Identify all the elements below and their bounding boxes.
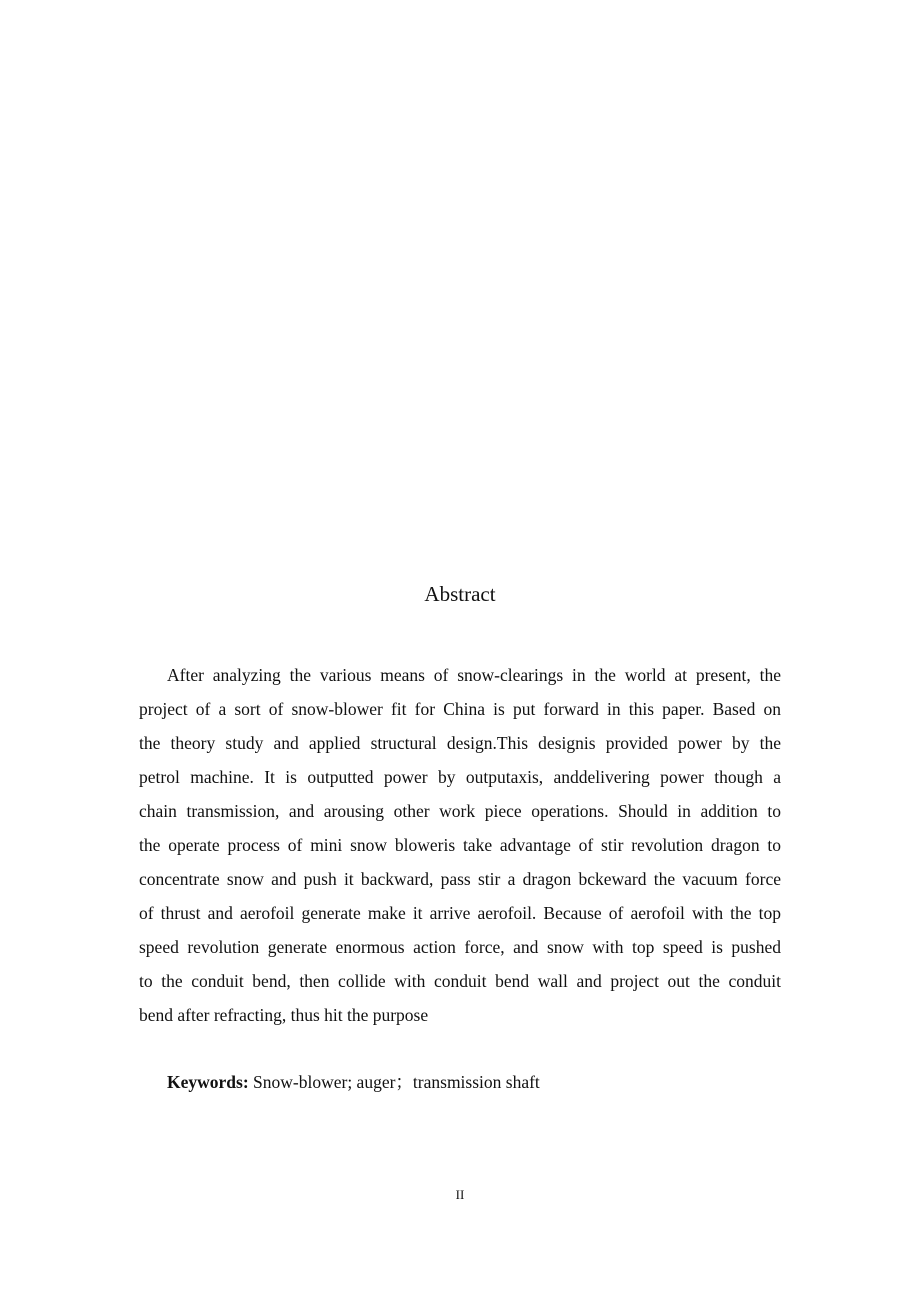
keywords-value: Snow-blower; auger；transmission shaft [253,1072,540,1092]
abstract-line: project of a sort of snow-blower fit for China is put forward in this paper. Based on [139,699,781,719]
abstract-line: bend after refracting, thus hit the purpose [139,1005,429,1025]
abstract-line: the theory study and applied structural design.This designis provided power by the [139,733,781,753]
abstract-line: of thrust and aerofoil generate make it arrive aerofoil. Because of aerofoil with the top [139,903,781,923]
abstract-line: speed revolution generate enormous action force, and snow with top speed is pushed [139,937,781,957]
abstract-body [139,658,781,1032]
keywords-label: Keywords: [167,1072,249,1092]
abstract-line: to the conduit bend, then collide with conduit bend wall and project out the conduit [139,971,781,991]
abstract-line: After analyzing the various means of snow-clearings in the world at present, the [167,665,781,685]
abstract-line: the operate process of mini snow bloweris take advantage of stir revolution dragon to [139,835,781,855]
abstract-line: concentrate snow and push it backward, pass stir a dragon bckeward the vacuum force [139,869,781,889]
page-number: II [455,1187,465,1202]
abstract-line: petrol machine. It is outputted power by outputaxis, anddelivering power though a [139,767,781,787]
abstract-heading: Abstract [424,582,496,606]
abstract-line: chain transmission, and arousing other work piece operations. Should in addition to [139,801,781,821]
keywords-line [167,1068,540,1096]
